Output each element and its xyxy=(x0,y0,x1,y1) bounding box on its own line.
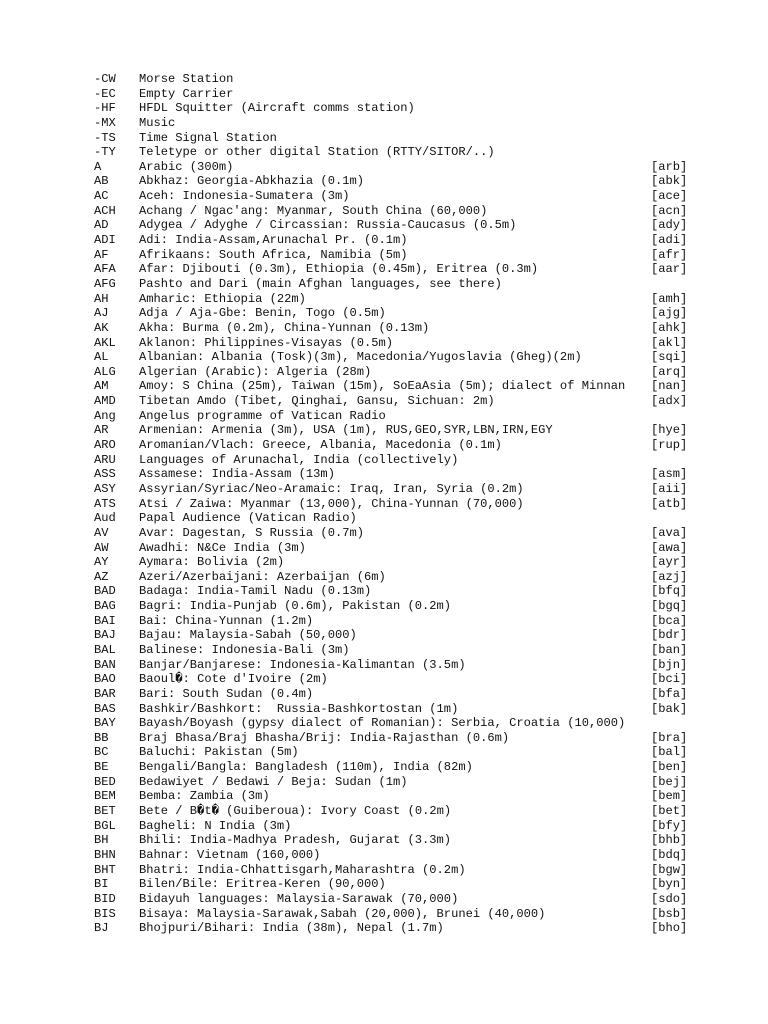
language-code: ALG xyxy=(94,364,116,379)
list-item xyxy=(94,614,694,629)
language-code: BAL xyxy=(94,642,116,657)
language-code: BE xyxy=(94,760,109,775)
language-description: Teletype or other digital Station (RTTY/SITOR/..) xyxy=(139,145,495,160)
language-code: BED xyxy=(94,774,116,789)
language-code: BAD xyxy=(94,584,116,599)
language-code: AJ xyxy=(94,306,109,321)
iso-code: [bdr] xyxy=(651,628,688,643)
iso-code: [adx] xyxy=(651,394,688,409)
language-description: Bidayuh languages: Malaysia-Sarawak (70,000) xyxy=(139,891,459,906)
list-item xyxy=(94,555,694,570)
list-item xyxy=(94,467,694,482)
language-description: Arabic (300m) xyxy=(139,159,234,174)
language-code: AR xyxy=(94,423,109,438)
list-item xyxy=(94,72,694,87)
list-item xyxy=(94,907,694,922)
list-item xyxy=(94,262,694,277)
list-item xyxy=(94,745,694,760)
language-code: Aud xyxy=(94,511,116,526)
language-code: -EC xyxy=(94,86,116,101)
language-code: -MX xyxy=(94,115,116,130)
language-description: Avar: Dagestan, S Russia (0.7m) xyxy=(139,525,364,540)
language-code: BH xyxy=(94,833,109,848)
language-code: BAO xyxy=(94,672,116,687)
list-item xyxy=(94,145,694,160)
list-item xyxy=(94,409,694,424)
language-code: Ang xyxy=(94,408,116,423)
language-description: Bisaya: Malaysia-Sarawak,Sabah (20,000), Brunei (40,000) xyxy=(139,906,546,921)
list-item xyxy=(94,379,694,394)
iso-code: [bgw] xyxy=(651,862,688,877)
list-item xyxy=(94,453,694,468)
language-description: Bai: China-Yunnan (1.2m) xyxy=(139,613,314,628)
language-code: ASS xyxy=(94,467,116,482)
iso-code: [bdq] xyxy=(651,847,688,862)
language-description: Bilen/Bile: Eritrea-Keren (90,000) xyxy=(139,877,386,892)
language-code: -TY xyxy=(94,145,116,160)
list-item xyxy=(94,628,694,643)
language-code: AKL xyxy=(94,335,116,350)
language-description: Bedawiyet / Bedawi / Beja: Sudan (1m) xyxy=(139,774,408,789)
list-item xyxy=(94,848,694,863)
iso-code: [bem] xyxy=(651,789,688,804)
iso-code: [ava] xyxy=(651,525,688,540)
language-code: AK xyxy=(94,320,109,335)
language-code: AH xyxy=(94,291,109,306)
iso-code: [adi] xyxy=(651,233,688,248)
language-code: BJ xyxy=(94,921,109,936)
language-code: BAN xyxy=(94,657,116,672)
list-item xyxy=(94,643,694,658)
language-code: BC xyxy=(94,745,109,760)
iso-code: [bho] xyxy=(651,921,688,936)
iso-code: [arq] xyxy=(651,364,688,379)
list-item xyxy=(94,921,694,936)
iso-code: [ady] xyxy=(651,218,688,233)
list-item xyxy=(94,306,694,321)
list-item xyxy=(94,702,694,717)
language-description: Armenian: Armenia (3m), USA (1m), RUS,GEO,SYR,LBN,IRN,EGY xyxy=(139,423,553,438)
language-code: AL xyxy=(94,350,109,365)
list-item xyxy=(94,804,694,819)
iso-code: [sqi] xyxy=(651,350,688,365)
language-description: Akha: Burma (0.2m), China-Yunnan (0.13m) xyxy=(139,320,430,335)
list-item xyxy=(94,131,694,146)
list-item xyxy=(94,101,694,116)
iso-code: [bej] xyxy=(651,774,688,789)
language-description: Bagri: India-Punjab (0.6m), Pakistan (0.2m) xyxy=(139,599,452,614)
language-description: Amoy: S China (25m), Taiwan (15m), SoEaAsia (5m); dialect of Minnan xyxy=(139,379,626,394)
list-item xyxy=(94,394,694,409)
language-description: Aromanian/Vlach: Greece, Albania, Macedonia (0.1m) xyxy=(139,438,502,453)
language-description: Bagheli: N India (3m) xyxy=(139,818,292,833)
list-item xyxy=(94,760,694,775)
language-description: Bashkir/Bashkort: Russia-Bashkortostan (1m) xyxy=(139,701,459,716)
language-description: Adygea / Adyghe / Circassian: Russia-Caucasus (0.5m) xyxy=(139,218,517,233)
iso-code: [nan] xyxy=(651,379,688,394)
language-description: Adja / Aja-Gbe: Benin, Togo (0.5m) xyxy=(139,306,386,321)
iso-code: [ajg] xyxy=(651,306,688,321)
language-description: Bhatri: India-Chhattisgarh,Maharashtra (0.2m) xyxy=(139,862,466,877)
list-item xyxy=(94,423,694,438)
list-item xyxy=(94,248,694,263)
language-description: HFDL Squitter (Aircraft comms station) xyxy=(139,101,415,116)
iso-code: [bci] xyxy=(651,672,688,687)
language-code: BAI xyxy=(94,613,116,628)
language-description: Bemba: Zambia (3m) xyxy=(139,789,270,804)
language-description: Bhojpuri/Bihari: India (38m), Nepal (1.7m) xyxy=(139,921,444,936)
language-code: BAG xyxy=(94,599,116,614)
language-description: Afar: Djibouti (0.3m), Ethiopia (0.45m), Eritrea (0.3m) xyxy=(139,262,539,277)
iso-code: [bhb] xyxy=(651,833,688,848)
language-description: Bahnar: Vietnam (160,000) xyxy=(139,847,321,862)
iso-code: [bfa] xyxy=(651,686,688,701)
language-description: Banjar/Banjarese: Indonesia-Kalimantan (3.5m) xyxy=(139,657,466,672)
language-code: BEM xyxy=(94,789,116,804)
language-description: Bayash/Boyash (gypsy dialect of Romanian): Serbia, Croatia (10,000) xyxy=(139,716,626,731)
list-item xyxy=(94,116,694,131)
list-item xyxy=(94,716,694,731)
language-description: Amharic: Ethiopia (22m) xyxy=(139,291,306,306)
language-code: AY xyxy=(94,555,109,570)
language-description: Algerian (Arabic): Algeria (28m) xyxy=(139,364,372,379)
language-description: Atsi / Zaiwa: Myanmar (13,000), China-Yunnan (70,000) xyxy=(139,496,524,511)
language-code: ATS xyxy=(94,496,116,511)
list-item xyxy=(94,789,694,804)
language-code: BAJ xyxy=(94,628,116,643)
iso-code: [aii] xyxy=(651,481,688,496)
language-code: BGL xyxy=(94,818,116,833)
list-item xyxy=(94,218,694,233)
language-code: ACH xyxy=(94,203,116,218)
list-item xyxy=(94,526,694,541)
list-item xyxy=(94,599,694,614)
list-item xyxy=(94,204,694,219)
language-description: Papal Audience (Vatican Radio) xyxy=(139,511,357,526)
language-description: Afrikaans: South Africa, Namibia (5m) xyxy=(139,247,408,262)
list-item xyxy=(94,672,694,687)
language-code: BAS xyxy=(94,701,116,716)
list-item xyxy=(94,541,694,556)
iso-code: [bak] xyxy=(651,701,688,716)
iso-code: [ben] xyxy=(651,760,688,775)
iso-code: [bfq] xyxy=(651,584,688,599)
iso-code: [asm] xyxy=(651,467,688,482)
language-code: -HF xyxy=(94,101,116,116)
language-code: AV xyxy=(94,525,109,540)
language-code: AB xyxy=(94,174,109,189)
language-code: AFG xyxy=(94,276,116,291)
iso-code: [aar] xyxy=(651,262,688,277)
language-code: BHN xyxy=(94,847,116,862)
language-code: -CW xyxy=(94,72,116,86)
language-code: AZ xyxy=(94,569,109,584)
list-item xyxy=(94,233,694,248)
iso-code: [rup] xyxy=(651,438,688,453)
iso-code: [azj] xyxy=(651,569,688,584)
language-code-list xyxy=(94,72,694,936)
language-code: -TS xyxy=(94,130,116,145)
language-code: BET xyxy=(94,804,116,819)
language-code: ARU xyxy=(94,452,116,467)
language-code: ASY xyxy=(94,481,116,496)
language-code: BAY xyxy=(94,716,116,731)
iso-code: [byn] xyxy=(651,877,688,892)
language-description: Albanian: Albania (Tosk)(3m), Macedonia/Yugoslavia (Gheg)(2m) xyxy=(139,350,582,365)
list-item xyxy=(94,892,694,907)
language-description: Aymara: Bolivia (2m) xyxy=(139,555,285,570)
iso-code: [ayr] xyxy=(651,555,688,570)
language-description: Bete / B�t� (Guiberoua): Ivory Coast (0.2m) xyxy=(139,804,452,819)
language-description: Azeri/Azerbaijani: Azerbaijan (6m) xyxy=(139,569,386,584)
language-description: Empty Carrier xyxy=(139,86,234,101)
iso-code: [bjn] xyxy=(651,657,688,672)
iso-code: [ace] xyxy=(651,189,688,204)
iso-code: [bsb] xyxy=(651,906,688,921)
language-code: AFA xyxy=(94,262,116,277)
language-code: BHT xyxy=(94,862,116,877)
list-item xyxy=(94,511,694,526)
list-item xyxy=(94,687,694,702)
list-item xyxy=(94,482,694,497)
iso-code: [bgq] xyxy=(651,599,688,614)
list-item xyxy=(94,174,694,189)
language-description: Aceh: Indonesia-Sumatera (3m) xyxy=(139,189,350,204)
language-description: Bari: South Sudan (0.4m) xyxy=(139,686,314,701)
language-code: BI xyxy=(94,877,109,892)
list-item xyxy=(94,87,694,102)
list-item xyxy=(94,160,694,175)
iso-code: [ahk] xyxy=(651,320,688,335)
language-description: Bengali/Bangla: Bangladesh (110m), India (82m) xyxy=(139,760,473,775)
language-code: AC xyxy=(94,189,109,204)
language-code: AM xyxy=(94,379,109,394)
language-description: Awadhi: N&Ce India (3m) xyxy=(139,540,306,555)
language-code: BID xyxy=(94,891,116,906)
iso-code: [bfy] xyxy=(651,818,688,833)
language-code: ADI xyxy=(94,233,116,248)
iso-code: [hye] xyxy=(651,423,688,438)
list-item xyxy=(94,775,694,790)
language-description: Braj Bhasa/Braj Bhasha/Brij: India-Rajasthan (0.6m) xyxy=(139,730,510,745)
language-code: AMD xyxy=(94,394,116,409)
language-description: Assyrian/Syriac/Neo-Aramaic: Iraq, Iran, Syria (0.2m) xyxy=(139,481,524,496)
language-description: Baoul�: Cote d'Ivoire (2m) xyxy=(139,672,328,687)
list-item xyxy=(94,321,694,336)
language-code: A xyxy=(94,159,102,174)
list-item xyxy=(94,336,694,351)
iso-code: [acn] xyxy=(651,203,688,218)
list-item xyxy=(94,277,694,292)
language-code: AD xyxy=(94,218,109,233)
iso-code: [bra] xyxy=(651,730,688,745)
language-description: Music xyxy=(139,115,176,130)
language-code: BAR xyxy=(94,686,116,701)
list-item xyxy=(94,570,694,585)
list-item xyxy=(94,438,694,453)
language-description: Assamese: India-Assam (13m) xyxy=(139,467,335,482)
iso-code: [ban] xyxy=(651,642,688,657)
list-item xyxy=(94,833,694,848)
list-item xyxy=(94,584,694,599)
list-item xyxy=(94,658,694,673)
iso-code: [bca] xyxy=(651,613,688,628)
language-description: Achang / Ngac'ang: Myanmar, South China (60,000) xyxy=(139,203,488,218)
language-description: Abkhaz: Georgia-Abkhazia (0.1m) xyxy=(139,174,364,189)
language-description: Adi: India-Assam,Arunachal Pr. (0.1m) xyxy=(139,233,408,248)
iso-code: [atb] xyxy=(651,496,688,511)
list-item xyxy=(94,497,694,512)
language-code: AW xyxy=(94,540,109,555)
list-item xyxy=(94,819,694,834)
list-item xyxy=(94,731,694,746)
list-item xyxy=(94,365,694,380)
language-description: Bhili: India-Madhya Pradesh, Gujarat (3.3m) xyxy=(139,833,452,848)
iso-code: [afr] xyxy=(651,247,688,262)
language-description: Aklanon: Philippines-Visayas (0.5m) xyxy=(139,335,394,350)
language-code: BIS xyxy=(94,906,116,921)
list-item xyxy=(94,877,694,892)
language-description: Pashto and Dari (main Afghan languages, see there) xyxy=(139,276,502,291)
language-description: Tibetan Amdo (Tibet, Qinghai, Gansu, Sichuan: 2m) xyxy=(139,394,495,409)
iso-code: [arb] xyxy=(651,159,688,174)
language-description: Angelus programme of Vatican Radio xyxy=(139,408,386,423)
language-description: Balinese: Indonesia-Bali (3m) xyxy=(139,642,350,657)
iso-code: [akl] xyxy=(651,335,688,350)
language-description: Time Signal Station xyxy=(139,130,277,145)
iso-code: [sdo] xyxy=(651,891,688,906)
iso-code: [abk] xyxy=(651,174,688,189)
language-description: Languages of Arunachal, India (collectively) xyxy=(139,452,459,467)
language-code: AF xyxy=(94,247,109,262)
language-code: BB xyxy=(94,730,109,745)
iso-code: [awa] xyxy=(651,540,688,555)
list-item xyxy=(94,863,694,878)
language-description: Bajau: Malaysia-Sabah (50,000) xyxy=(139,628,357,643)
iso-code: [bal] xyxy=(651,745,688,760)
iso-code: [bet] xyxy=(651,804,688,819)
language-description: Badaga: India-Tamil Nadu (0.13m) xyxy=(139,584,372,599)
language-description: Baluchi: Pakistan (5m) xyxy=(139,745,299,760)
language-code: ARO xyxy=(94,438,116,453)
language-description: Morse Station xyxy=(139,72,234,86)
list-item xyxy=(94,189,694,204)
list-item xyxy=(94,292,694,307)
list-item xyxy=(94,350,694,365)
iso-code: [amh] xyxy=(651,291,688,306)
